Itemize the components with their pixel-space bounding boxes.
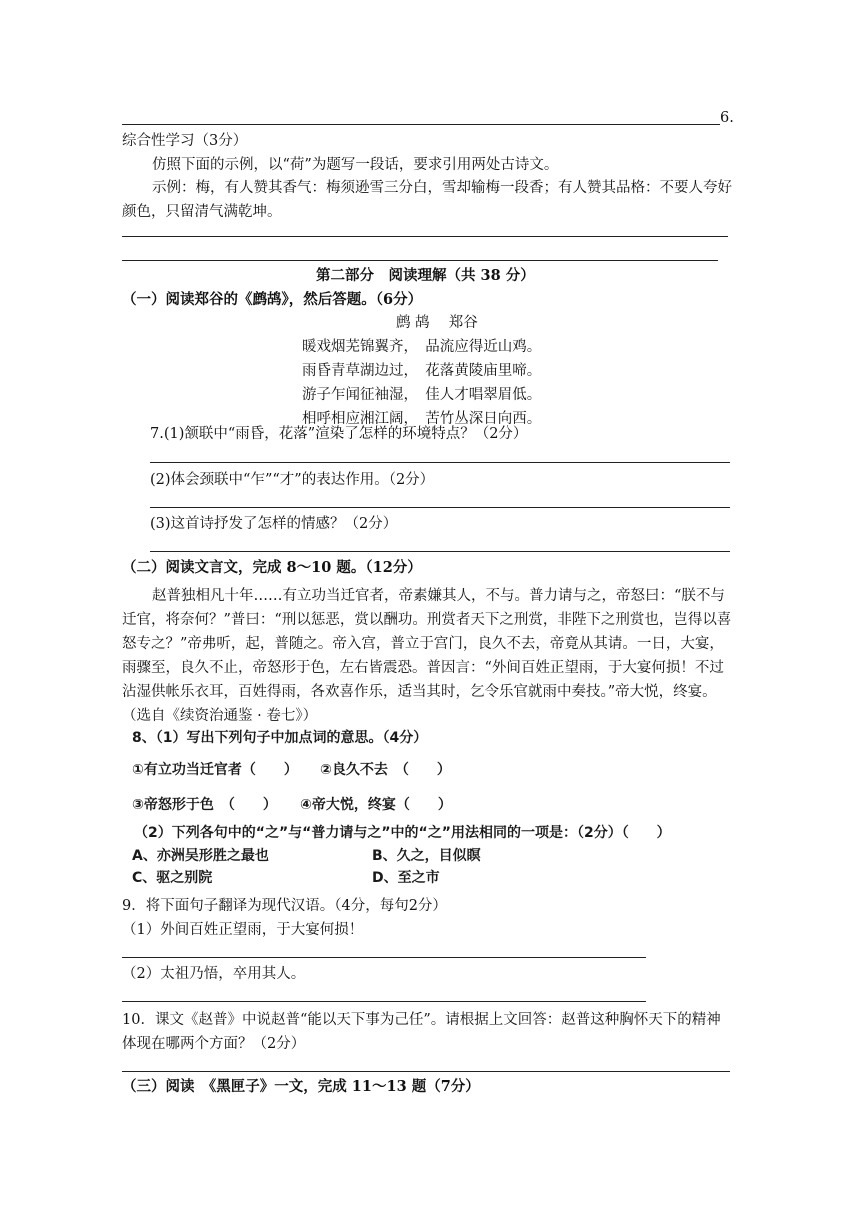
option-b: B、久之，目似瞑: [372, 848, 481, 864]
answer-line: [150, 551, 730, 552]
q8-item-3: ③帝怒形于色 （ ）: [132, 797, 277, 813]
option-c: C、驱之别院: [132, 870, 213, 886]
q8-item-1: ①有立功当迁官者（ ）: [132, 762, 298, 778]
q9: 9．将下面句子翻译为现代汉语。（4分，每句2分）: [122, 898, 447, 914]
q9-2: （2）太祖乃悟，卒用其人。: [122, 966, 306, 982]
poem-line: 雨昏青草湖边过， 花落黄陵庙里啼。: [302, 363, 542, 379]
answer-line: [150, 507, 730, 508]
answer-line: [122, 957, 646, 958]
q6-title: 综合性学习（3分）: [122, 133, 248, 149]
answer-line: [122, 1071, 730, 1072]
q7-3: (3)这首诗抒发了怎样的情感？（2分）: [150, 516, 398, 532]
section2-heading: （二）阅读文言文，完成 8～10 题。（12分）: [122, 559, 422, 576]
answer-line-top: [122, 124, 720, 125]
poem-line: 暖戏烟芜锦翼齐， 品流应得近山鸡。: [302, 339, 542, 355]
poem-title: 鹧 鸪 郑谷: [396, 315, 478, 331]
q7-1: 7.(1)颔联中“雨昏，花落”渲染了怎样的环境特点？（2分）: [150, 426, 528, 442]
section3-heading: （三）阅读 《黑匣子》一文，完成 11～13 题（7分）: [122, 1078, 480, 1095]
poem-line: 相呼相应湘江阔， 苦竹丛深日向西。: [302, 411, 542, 427]
q8-item-2: ②良久不去 （ ）: [320, 762, 451, 778]
answer-line: [150, 462, 730, 463]
question-number-6: 6.: [720, 110, 734, 126]
q6-instruction: 仿照下面的示例，以“荷”为题写一段话，要求引用两处古诗文。: [152, 157, 559, 173]
answer-line: [122, 1001, 646, 1002]
answer-line: [122, 260, 718, 261]
part2-heading: 第二部分 阅读理解（共 38 分）: [316, 267, 535, 284]
q8-1: 8、（1）写出下列句子中加点词的意思。（4分）: [132, 730, 428, 746]
q10: 10．课文《赵普》中说赵普“能以天下事为己任”。请根据上文回答：赵普这种胸怀天下的精神体现在哪两个方面？（2分）: [122, 1012, 721, 1052]
classical-passage: 赵普独相凡十年……有立功当迁官者，帝素嫌其人，不与。普力请与之，帝怒曰：“朕不与迁官，将奈何？”普曰：“刑以惩恶，赏以酬功。刑赏者天下之刑赏，非陛下之刑赏也，岂得以喜怒专之？”帝弗听，起，普随之。帝入宫，普立于宫门，良久不去，帝竟从其请。一日，大宴，雨骤至，良久不止，帝怒形于色，左右皆震恐。普因言：“外间百姓正望雨，于大宴何损！不过沾湿供帐乐衣耳，百姓得雨，各欢喜作乐，适当其时，乞令乐官就雨中奏技。”帝大悦，终宴。 （选自《续资治通鉴 · 卷七》）: [122, 588, 732, 724]
option-a: A、亦洲吴形胜之最也: [132, 848, 269, 864]
option-d: D、至之市: [372, 870, 440, 886]
section1-heading: （一）阅读郑谷的《鹧鸪》，然后答题。（6分）: [122, 291, 423, 308]
q7-2: (2)体会颈联中“乍”“才”的表达作用。（2分）: [150, 472, 435, 488]
poem-line: 游子乍闻征袖湿， 佳人才唱翠眉低。: [302, 387, 542, 403]
q9-1: （1）外间百姓正望雨，于大宴何损！: [122, 922, 364, 938]
q8-2: （2）下列各句中的“之”与“普力请与之”中的“之”用法相同的一项是：（2分）（ ）: [134, 825, 671, 841]
q8-item-4: ④帝大悦，终宴（ ）: [300, 797, 452, 813]
answer-line: [122, 236, 728, 237]
q6-example: 示例：梅，有人赞其香气：梅须逊雪三分白，雪却输梅一段香；有人赞其品格：不要人夸好颜色，只留清气满乾坤。: [122, 180, 732, 220]
